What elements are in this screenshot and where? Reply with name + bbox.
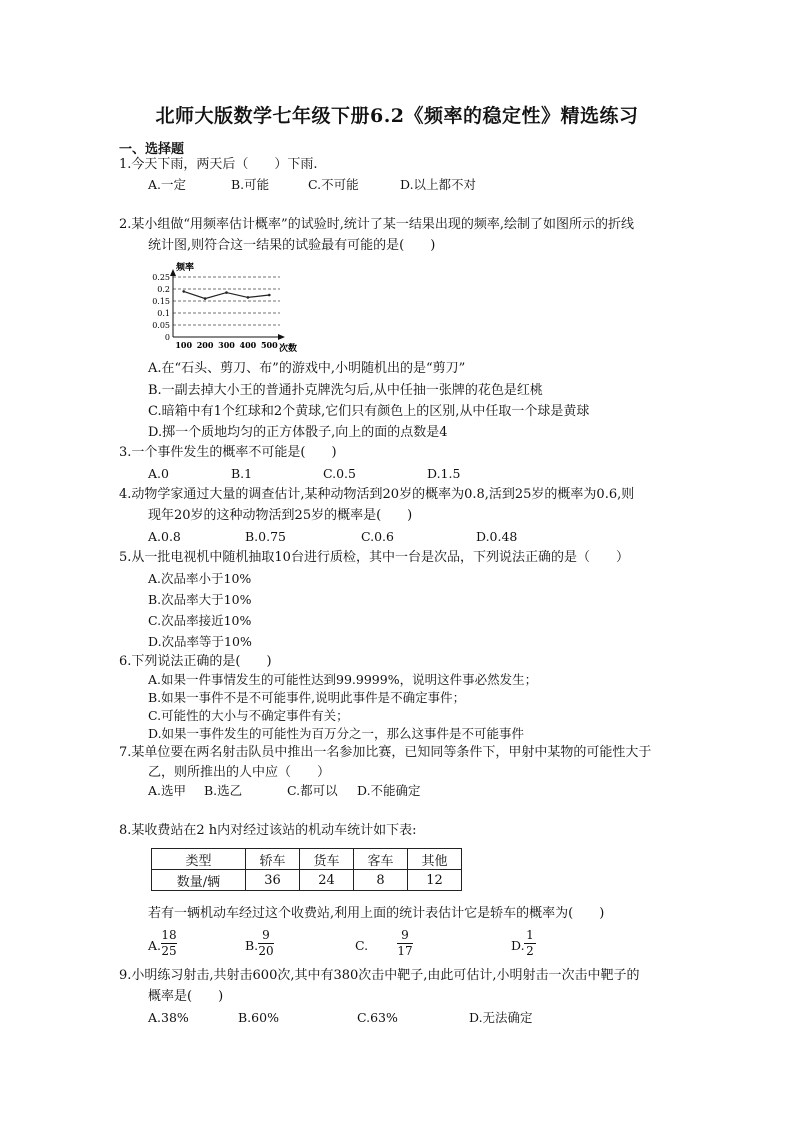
question-5-option-a: A.次品率小于10% [148,571,252,586]
chart-data-point [204,297,207,300]
question-3-option-c: C.0.5 [323,466,356,481]
chart-data-point [247,296,250,299]
question-9-option-c: C.63% [357,1010,398,1025]
question-9-stem-line-1: 9.小明练习射击,共射击600次,其中有380次击中靶子,由此可估计,小明射击一次击中靶子的 [119,968,640,983]
chart-y-tick-label: 0.2 [157,285,170,294]
table-header-cell: 类型 [152,849,246,870]
table-row [152,849,462,870]
question-6-option-b: B.如果一事件不是不可能事件,说明此事件是不确定事件； [148,690,466,705]
chart-y-tick-label: 0.1 [157,309,170,318]
fraction-denominator: 17 [397,944,413,958]
question-9-option-b: B.60% [238,1010,279,1025]
chart-x-tick-label: 200 [196,340,214,350]
question-5-option-b: B.次品率大于10% [148,592,252,607]
chart-x-tick-label: 400 [239,340,257,350]
chart-x-label: 次数 [279,344,298,354]
vehicle-statistics-table [151,848,462,891]
question-8-option-a-fraction [161,929,177,958]
question-3-stem: 3.一个事件发生的概率不可能是( ) [119,445,337,460]
question-5-option-c: C.次品率接近10% [148,613,252,628]
question-8-option-a-letter: A. [148,938,162,953]
question-2-option-d: D.掷一个质地均匀的正方体骰子,向上的面的点数是4 [148,425,448,440]
question-8-question: 若有一辆机动车经过这个收费站,利用上面的统计表估计它是轿车的概率为( ) [148,906,605,921]
question-7-option-d: D.不能确定 [357,783,421,798]
fraction-denominator: 25 [161,944,177,958]
question-1-option-c: C.不可能 [308,177,359,192]
chart-x-axis-arrow [278,334,285,340]
document-title: 北师大版数学七年级下册6.2《频率的稳定性》精选练习 [155,105,639,127]
question-8-stem: 8.某收费站在2 h内对经过该站的机动车统计如下表: [119,823,417,838]
question-8-option-b-letter: B. [245,938,259,953]
question-1-stem: 1.今天下雨，两天后（ ）下雨. [119,157,318,172]
question-1-option-b: B.可能 [231,177,270,192]
question-4-option-b: B.0.75 [245,529,286,544]
chart-y-tick-label: 0.25 [152,273,170,282]
question-3-option-d: D.1.5 [427,466,461,481]
frequency-line-chart [140,259,300,354]
section-heading: 一、选择题 [119,142,185,157]
question-7-option-c: C.都可以 [287,783,338,798]
table-header-cell: 客车 [354,849,408,870]
chart-y-tick-label: 0 [164,333,170,342]
chart-x-tick-labels [175,340,278,350]
table-cell: 数量/辆 [152,870,246,891]
question-6-option-d: D.如果一事件发生的可能性为百万分之一，那么这事件是不可能事件 [148,726,525,741]
question-2-stem-line-1: 2.某小组做“用频率估计概率”的试验时,统计了某一结果出现的频率,绘制了如图所示的折线 [119,217,634,232]
table-cell: 8 [354,870,408,891]
question-7-option-b: B.选乙 [204,783,243,798]
chart-data-point [182,290,185,293]
table-header-cell: 轿车 [246,849,300,870]
question-4-stem-line-1: 4.动物学家通过大量的调查估计,某种动物活到20岁的概率为0.8,活到25岁的概率为0.6,则 [119,487,635,502]
chart-x-tick-label: 100 [175,340,193,350]
fraction-denominator: 20 [258,944,274,958]
question-9-stem-line-2: 概率是( ) [148,989,224,1004]
question-6-option-a: A.如果一件事情发生的可能性达到99.9999%，说明这件事必然发生； [148,672,538,687]
question-1-option-a: A.一定 [148,177,187,192]
fraction-numerator: 9 [262,928,270,942]
table-cell: 12 [408,870,462,891]
table-header-cell: 货车 [300,849,354,870]
table-row [152,870,462,891]
question-2-stem-line-2: 统计图,则符合这一结果的试验最有可能的是( ) [148,238,436,253]
question-6-option-c: C.可能性的大小与不确定事件有关； [148,708,349,723]
fraction-numerator: 18 [161,928,177,942]
table-header-cell: 其他 [408,849,462,870]
question-8-option-b-fraction [258,929,274,958]
question-6-stem: 6.下列说法正确的是( ) [119,654,272,669]
question-7-stem-line-2: 乙，则所推出的人中应（ ） [148,765,331,780]
fraction-numerator: 1 [526,928,534,942]
question-8-option-d-letter: D. [511,938,525,953]
fraction-denominator: 2 [526,944,534,958]
chart-x-tick-label: 300 [218,340,235,350]
table-cell: 24 [300,870,354,891]
chart-data-point [225,291,228,294]
question-9-option-a: A.38% [148,1010,189,1025]
question-4-option-d: D.0.48 [476,529,518,544]
question-7-stem-line-1: 7.某单位要在两名射击队员中推出一名参加比赛，已知同等条件下，甲射中某物的可能性大于 [119,745,652,760]
question-2-option-b: B.一副去掉大小王的普通扑克牌洗匀后,从中任抽一张牌的花色是红桃 [148,383,543,398]
question-2-option-a: A.在“石头、剪刀、布”的游戏中,小明随机出的是“剪刀” [148,361,466,376]
chart-y-label: 频率 [176,263,195,273]
fraction-numerator: 9 [401,928,409,942]
chart-grid [173,277,280,325]
question-9-option-d: D.无法确定 [469,1010,533,1025]
question-4-stem-line-2: 现年20岁的这种动物活到25岁的概率是( ) [148,508,413,523]
question-4-option-a: A.0.8 [148,529,181,544]
question-4-option-c: C.0.6 [361,529,394,544]
question-8-option-c-letter: C. [355,938,369,953]
chart-y-tick-label: 0.05 [152,321,170,330]
question-3-option-b: B.1 [231,466,253,481]
question-2-option-c: C.暗箱中有1个红球和2个黄球,它们只有颜色上的区别,从中任取一个球是黄球 [148,404,590,419]
question-8-option-c-fraction [397,929,413,958]
question-3-option-a: A.0 [148,466,169,481]
question-5-option-d: D.次品率等于10% [148,634,252,649]
chart-data-point [268,294,271,297]
question-1-option-d: D.以上都不对 [400,177,477,192]
chart-y-tick-labels [152,273,170,342]
question-7-option-a: A.选甲 [148,783,187,798]
table-cell: 36 [246,870,300,891]
question-8-option-d-fraction [524,929,536,958]
question-5-stem: 5.从一批电视机中随机抽取10台进行质检，其中一台是次品，下列说法正确的是（ ） [119,550,629,565]
chart-x-tick-label: 500 [260,340,278,350]
chart-y-tick-label: 0.15 [152,297,170,306]
